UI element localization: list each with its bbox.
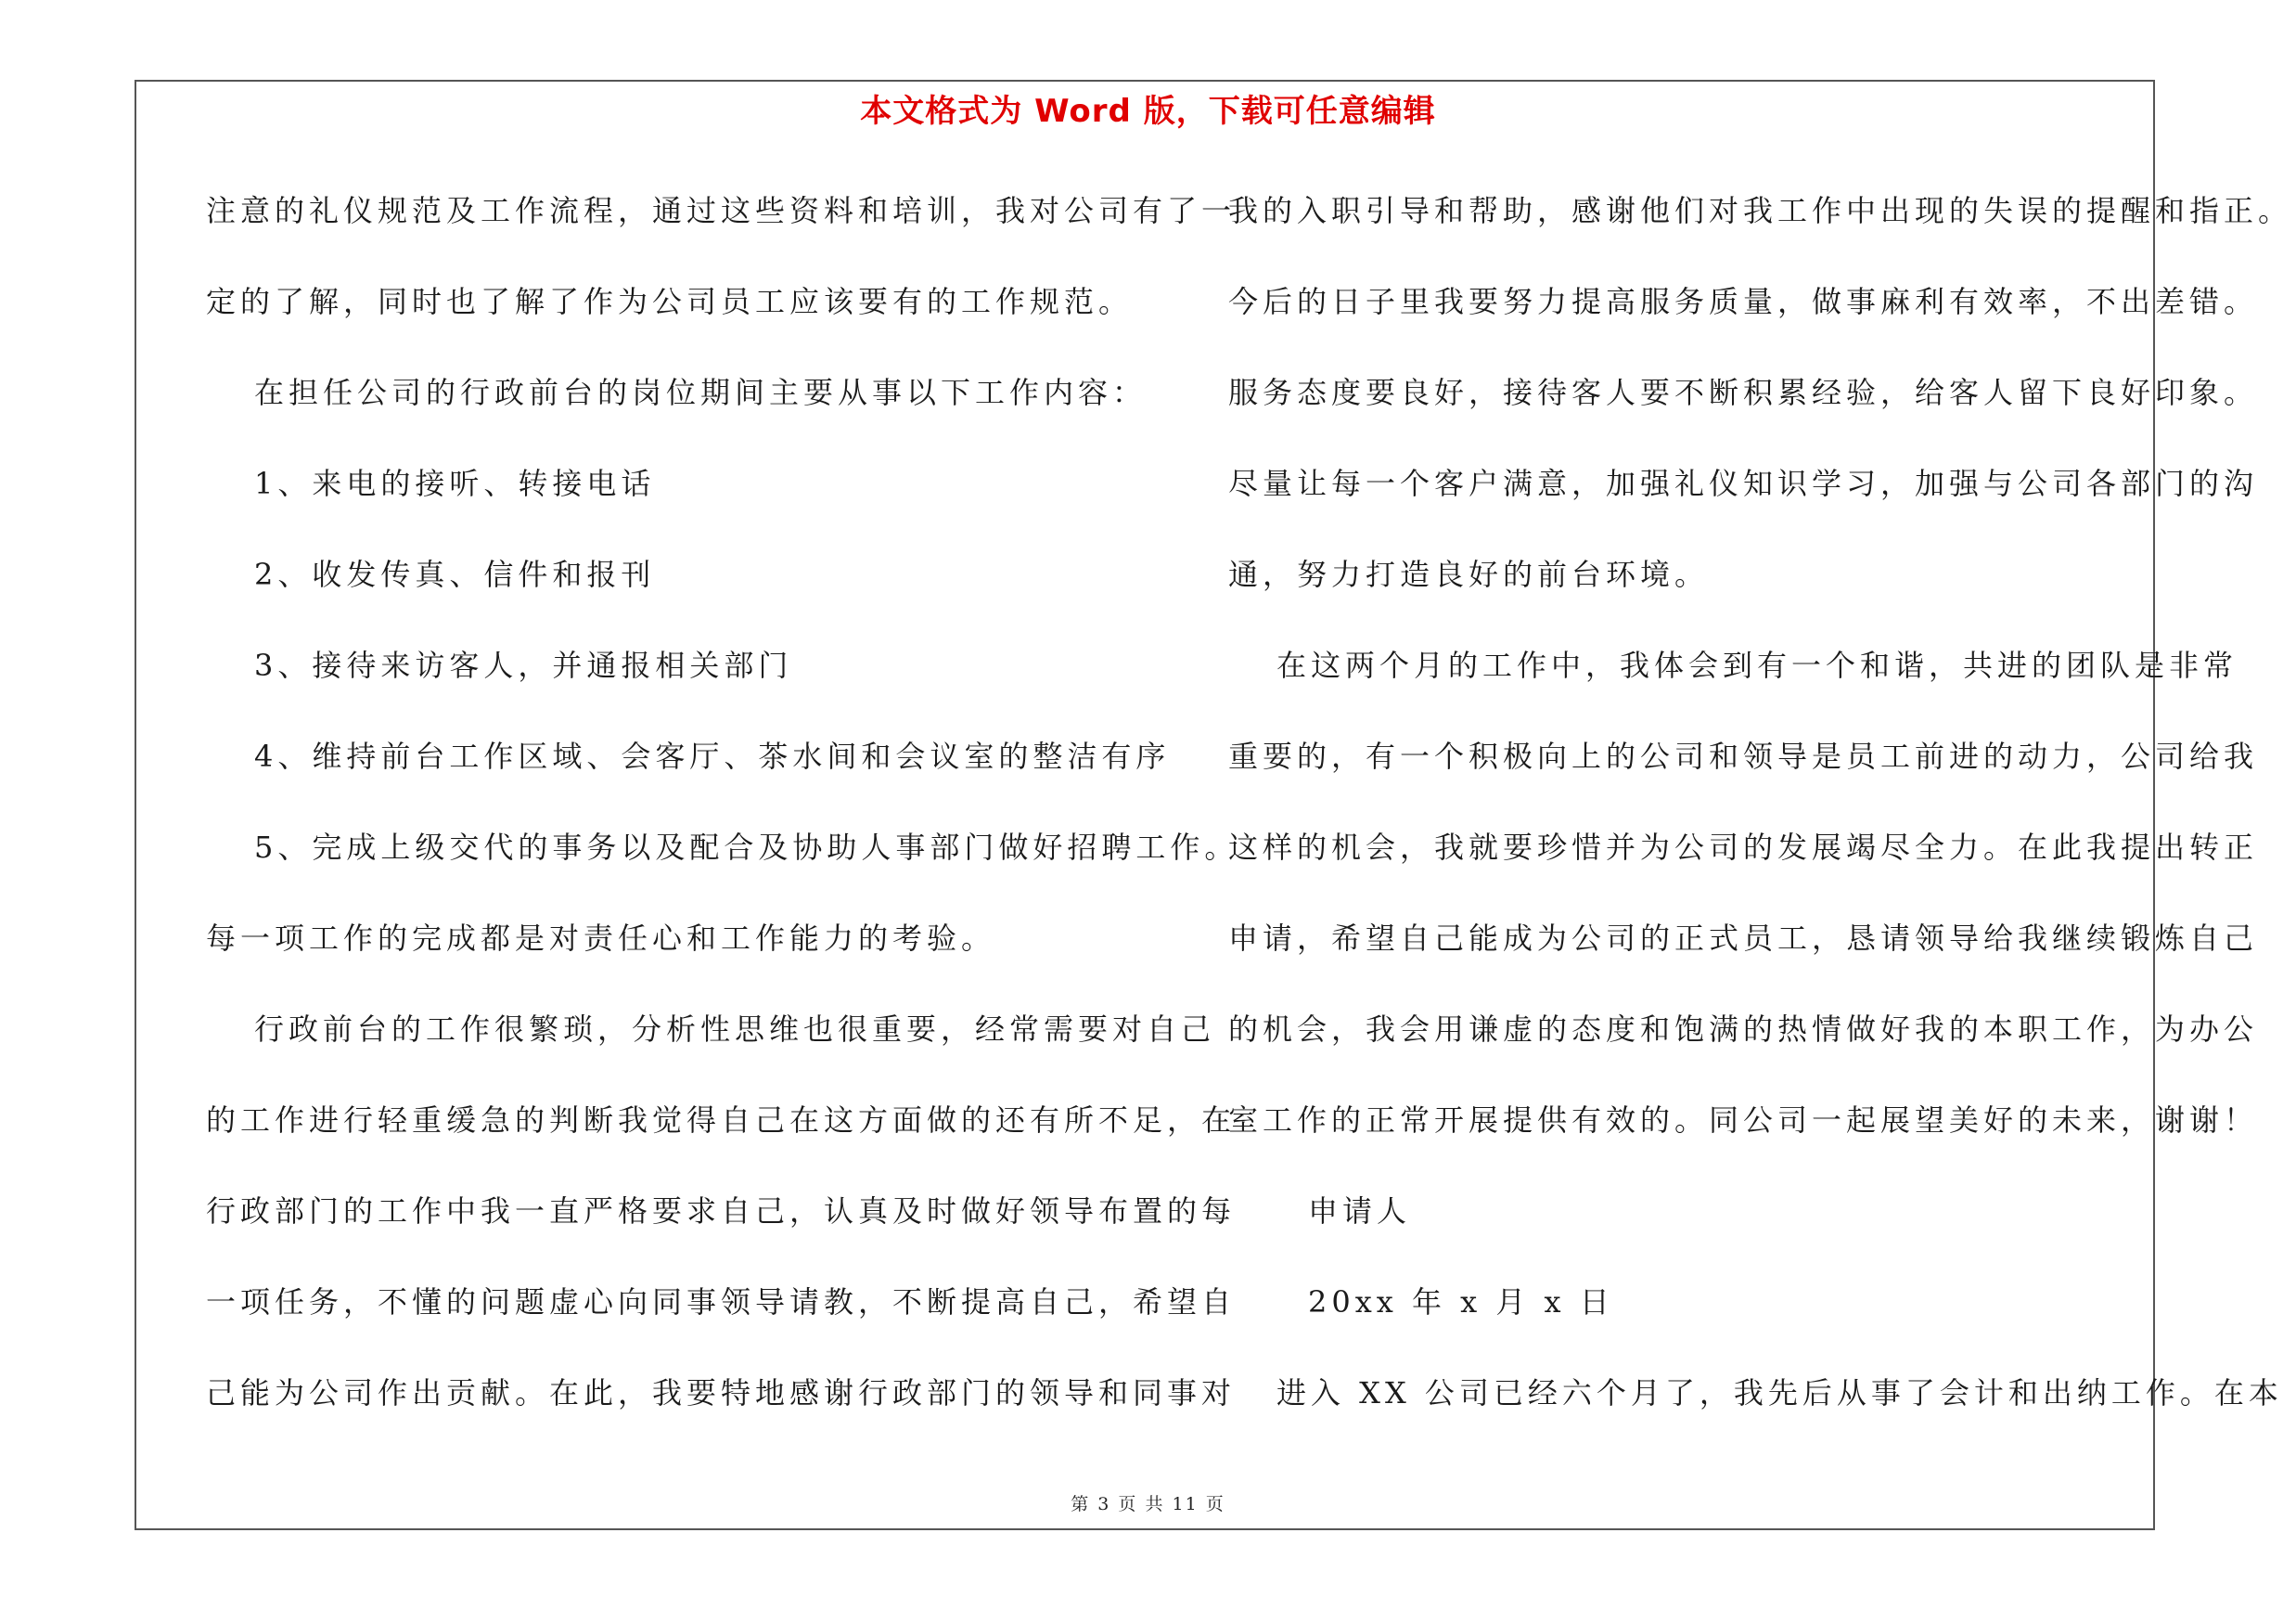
paragraph-line: 服务态度要良好，接待客人要不断积累经验，给客人留下良好印象。 [1228, 375, 2259, 410]
paragraph-line: 进入 XX 公司已经六个月了，我先后从事了会计和出纳工作。在本 [1276, 1375, 2283, 1410]
paragraph-line: 行政部门的工作中我一直严格要求自己，认真及时做好领导布置的每 [206, 1193, 1237, 1229]
paragraph-line: 今后的日子里我要努力提高服务质量，做事麻利有效率，不出差错。 [1228, 284, 2259, 319]
paragraph-line: 一项任务，不懂的问题虚心向同事领导请教，不断提高自己，希望自 [206, 1284, 1237, 1320]
page-number-footer: 第 3 页 共 11 页 [1071, 1494, 1225, 1514]
paragraph-line: 己能为公司作出贡献。在此，我要特地感谢行政部门的领导和同事对 [206, 1375, 1237, 1410]
paragraph-line: 的机会，我会用谦虚的态度和饱满的热情做好我的本职工作，为办公 [1228, 1011, 2259, 1047]
paragraph-line: 注意的礼仪规范及工作流程，通过这些资料和培训，我对公司有了一 [206, 193, 1237, 228]
paragraph-line: 在这两个月的工作中，我体会到有一个和谐，共进的团队是非常 [1276, 648, 2238, 683]
paragraph-line: 在担任公司的行政前台的岗位期间主要从事以下工作内容： [254, 375, 1148, 410]
paragraph-line: 室工作的正常开展提供有效的。同公司一起展望美好的未来，谢谢！ [1228, 1102, 2259, 1138]
word-format-banner: 本文格式为 Word 版，下载可任意编辑 [860, 93, 1436, 130]
paragraph-line: 重要的，有一个积极向上的公司和领导是员工前进的动力，公司给我 [1228, 739, 2259, 774]
list-item: 1、来电的接听、转接电话 [254, 466, 656, 501]
paragraph-line: 申请，希望自己能成为公司的正式员工，恳请领导给我继续锻炼自己 [1228, 921, 2259, 956]
list-item: 4、维持前台工作区域、会客厅、茶水间和会议室的整洁有序 [254, 739, 1171, 774]
paragraph-line: 的工作进行轻重缓急的判断我觉得自己在这方面做的还有所不足，在 [206, 1102, 1237, 1138]
paragraph-line: 这样的机会，我就要珍惜并为公司的发展竭尽全力。在此我提出转正 [1228, 830, 2259, 865]
paragraph-line: 每一项工作的完成都是对责任心和工作能力的考验。 [206, 921, 996, 956]
paragraph-line: 通，努力打造良好的前台环境。 [1228, 557, 1710, 592]
paragraph-line: 行政前台的工作很繁琐，分析性思维也很重要，经常需要对自己 [254, 1011, 1216, 1047]
paragraph-line: 定的了解，同时也了解了作为公司员工应该要有的工作规范。 [206, 284, 1134, 319]
date-line: 20xx 年 x 月 x 日 [1308, 1284, 1614, 1320]
applicant-label: 申请人 [1308, 1193, 1412, 1229]
left-text-column [206, 180, 1239, 1453]
paragraph-line: 我的入职引导和帮助，感谢他们对我工作中出现的失误的提醒和指正。 [1228, 193, 2293, 228]
list-item: 3、接待来访客人，并通报相关部门 [254, 648, 793, 683]
list-item: 5、完成上级交代的事务以及配合及协助人事部门做好招聘工作。 [254, 830, 1239, 865]
paragraph-line: 尽量让每一个客户满意，加强礼仪知识学习，加强与公司各部门的沟 [1228, 466, 2259, 501]
right-text-column [1228, 180, 2293, 1453]
list-item: 2、收发传真、信件和报刊 [254, 557, 656, 592]
